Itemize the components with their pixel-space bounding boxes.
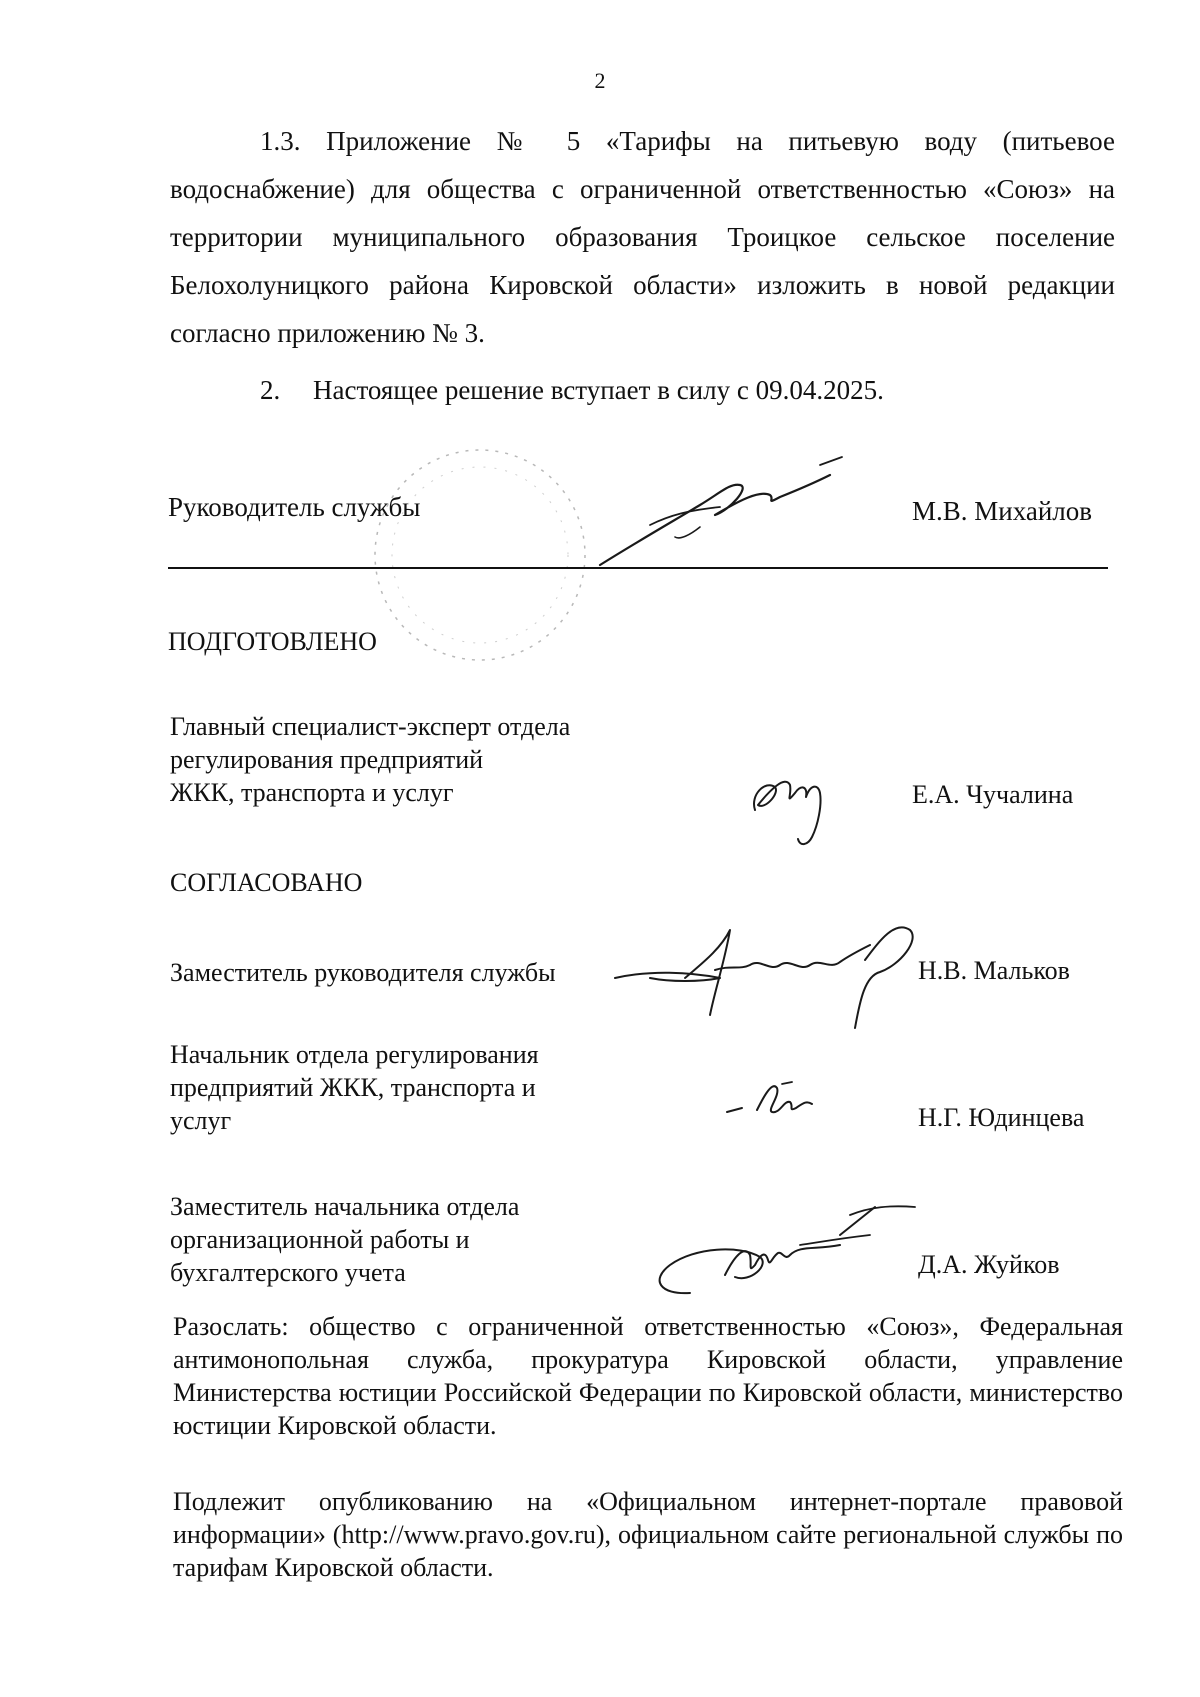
head-signatory-role: Руководитель службы: [168, 492, 421, 522]
agreed-signatory-3-role-line: организационной работы и: [170, 1225, 470, 1254]
horizontal-rule: [168, 567, 1108, 569]
agreed-signatory-2-role: [170, 1038, 539, 1137]
item-2-number: 2.: [260, 375, 281, 405]
prepared-name: Е.А. Чучалина: [912, 780, 1074, 809]
item-2: [260, 375, 884, 406]
prepared-role-line: регулирования предприятий: [170, 745, 484, 774]
agreed-signatory-3-role: [170, 1190, 519, 1289]
agreed-signatory-3-signature: [640, 1195, 920, 1305]
prepared-role: [170, 710, 570, 809]
agreed-signatory-3-name: Д.А. Жуйков: [918, 1250, 1060, 1279]
stamp-impression: [360, 435, 600, 675]
page-number: 2: [594, 68, 606, 93]
prepared-role-line: ЖКК, транспорта и услуг: [170, 778, 454, 807]
prepared-signature: [740, 755, 850, 855]
agreed-signatory-3-role-line: Заместитель начальника отдела: [170, 1192, 520, 1221]
agreed-signatory-2-signature: [722, 1070, 842, 1130]
agreed-signatory-1-name: Н.В. Мальков: [918, 956, 1070, 985]
prepared-heading: ПОДГОТОВЛЕНО: [168, 627, 377, 656]
agreed-signatory-1-role: Заместитель руководителя службы: [170, 958, 556, 987]
paragraph-1-3: 1.3. Приложение № 5 «Тарифы на питьевую воду (питьевое водоснабжение) для общества с ограниченной ответственностью «Союз» на территории муниципального образования Троицкое сельское поселение Белохолуницкого района Кировской области» изложить в новой редакции согласно приложению № 3.: [170, 126, 1115, 348]
agreed-signatory-2-role-line: Начальник отдела регулирования: [170, 1040, 539, 1069]
agreed-signatory-3-role-line: бухгалтерского учета: [170, 1258, 406, 1287]
publication-note: Подлежит опубликованию на «Официальном интернет-портале правовой информации» (http://www.pravo.gov.ru), официальном сайте региональной службы по тарифам Кировской области.: [173, 1487, 1123, 1582]
head-signatory-name: М.В. Михайлов: [912, 496, 1093, 526]
head-signature: [580, 455, 860, 575]
agreed-signatory-2-name: Н.Г. Юдинцева: [918, 1103, 1085, 1132]
agreed-heading: СОГЛАСОВАНО: [170, 868, 363, 897]
agreed-signatory-2-role-line: услуг: [170, 1106, 232, 1135]
agreed-signatory-1-signature: [610, 910, 940, 1050]
prepared-role-line: Главный специалист-эксперт отдела: [170, 712, 571, 741]
distribution-list: Разослать: общество с ограниченной ответственностью «Союз», Федеральная антимонопольная служба, прокуратура Кировской области, управление Министерства юстиции Российской Федерации по Кировской области, министерство юстиции Кировской области.: [173, 1312, 1123, 1440]
agreed-signatory-2-role-line: предприятий ЖКК, транспорта и: [170, 1073, 536, 1102]
item-2-text: Настоящее решение вступает в силу с 09.04.2025.: [313, 375, 884, 405]
